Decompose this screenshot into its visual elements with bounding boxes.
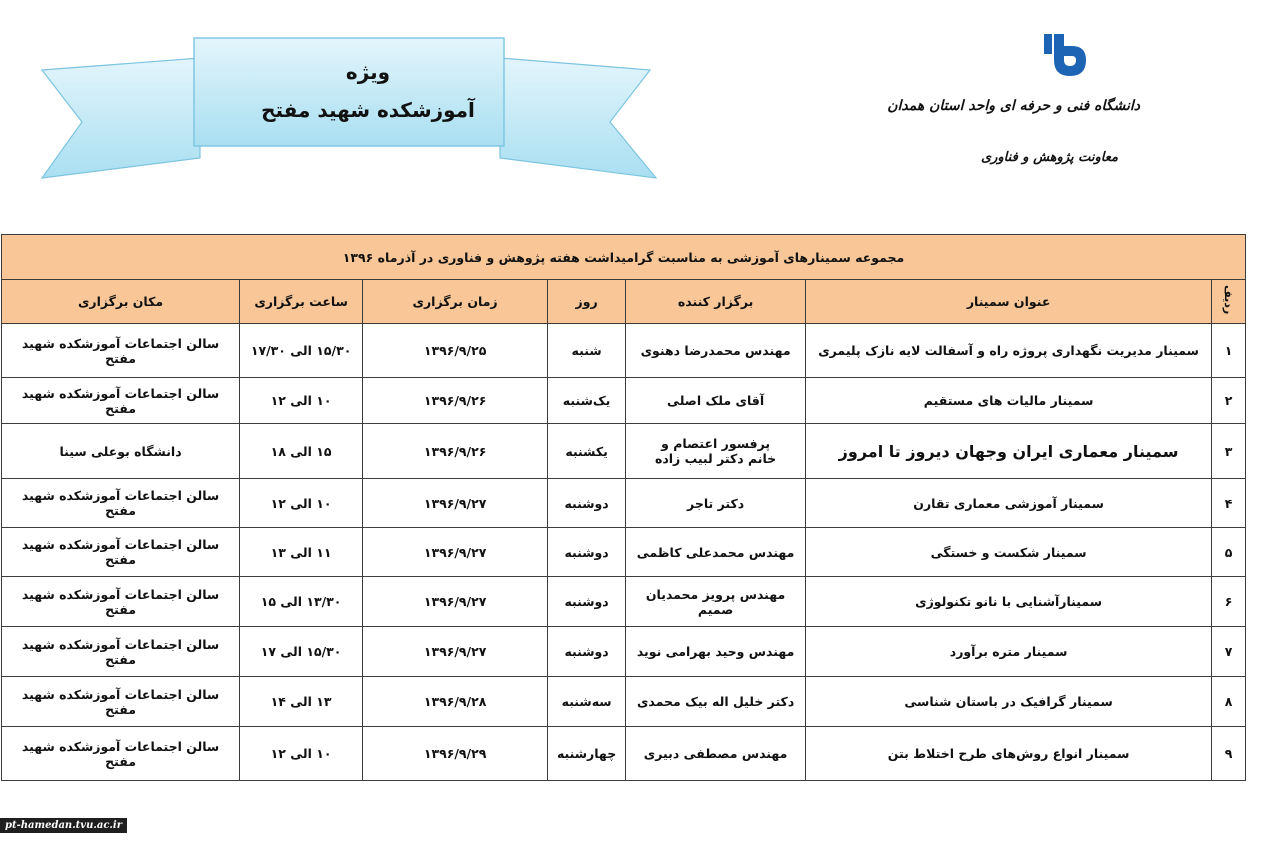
cell-organizer: مهندس پرویز محمدیان صمیم <box>626 577 806 627</box>
cell-time: ۱۰ الی ۱۲ <box>240 479 363 528</box>
cell-place: سالن اجتماعات آموزشکده شهید مفتح <box>2 677 240 727</box>
cell-title: سمینار مدیریت نگهداری پروژه راه و آسفالت لایه نازک پلیمری <box>806 324 1212 378</box>
department-name: معاونت پژوهش و فناوری <box>980 150 1118 165</box>
cell-date: ۱۳۹۶/۹/۲۷ <box>363 528 548 577</box>
cell-place: سالن اجتماعات آموزشکده شهید مفتح <box>2 324 240 378</box>
cell-num: ۲ <box>1212 378 1246 424</box>
cell-organizer: دکتر تاجر <box>626 479 806 528</box>
cell-time: ۱۳/۳۰ الی ۱۵ <box>240 577 363 627</box>
cell-day: سه‌شنبه <box>548 677 626 727</box>
cell-day: چهارشنبه <box>548 727 626 781</box>
cell-title: سمینار گرافیک در باستان شناسی <box>806 677 1212 727</box>
cell-organizer: آقای ملک اصلی <box>626 378 806 424</box>
cell-date: ۱۳۹۶/۹/۲۶ <box>363 378 548 424</box>
university-name: دانشگاه فنی و حرفه ای واحد استان همدان <box>887 98 1140 114</box>
cell-date: ۱۳۹۶/۹/۲۹ <box>363 727 548 781</box>
cell-title: سمینار شکست و خستگی <box>806 528 1212 577</box>
table-title: مجموعه سمینارهای آموزشی به مناسبت گرامیداشت هفته پژوهش و فناوری در آذرماه ۱۳۹۶ <box>2 235 1246 280</box>
cell-time: ۱۰ الی ۱۲ <box>240 727 363 781</box>
cell-organizer: مهندس محمدرضا دهنوی <box>626 324 806 378</box>
cell-place: سالن اجتماعات آموزشکده شهید مفتح <box>2 479 240 528</box>
banner-line-2: آموزشکده شهید مفتح <box>261 98 475 122</box>
cell-date: ۱۳۹۶/۹/۲۶ <box>363 424 548 479</box>
university-logo-icon <box>1040 30 1092 82</box>
cell-num: ۱ <box>1212 324 1246 378</box>
seminar-table <box>1 234 1246 781</box>
cell-time: ۱۵/۳۰ الی ۱۷ <box>240 627 363 677</box>
cell-date: ۱۳۹۶/۹/۲۷ <box>363 577 548 627</box>
cell-place: سالن اجتماعات آموزشکده شهید مفتح <box>2 577 240 627</box>
cell-day: یک‌شنبه <box>548 378 626 424</box>
cell-place: سالن اجتماعات آموزشکده شهید مفتح <box>2 528 240 577</box>
cell-time: ۱۱ الی ۱۳ <box>240 528 363 577</box>
table-row <box>2 677 1246 727</box>
cell-place: سالن اجتماعات آموزشکده شهید مفتح <box>2 627 240 677</box>
cell-day: دوشنبه <box>548 528 626 577</box>
table-row <box>2 577 1246 627</box>
banner-line-1: ویژه <box>345 60 391 84</box>
footer-site-url[interactable]: pt-hamedan.tvu.ac.ir <box>0 818 127 833</box>
cell-place: سالن اجتماعات آموزشکده شهید مفتح <box>2 727 240 781</box>
cell-day: یکشنبه <box>548 424 626 479</box>
cell-day: دوشنبه <box>548 627 626 677</box>
cell-date: ۱۳۹۶/۹/۲۷ <box>363 627 548 677</box>
cell-title: سمینار مالیات های مستقیم <box>806 378 1212 424</box>
cell-date: ۱۳۹۶/۹/۲۷ <box>363 479 548 528</box>
cell-time: ۱۵ الی ۱۸ <box>240 424 363 479</box>
table-row <box>2 479 1246 528</box>
cell-time: ۱۵/۳۰ الی ۱۷/۳۰ <box>240 324 363 378</box>
banner-ribbon <box>38 34 660 186</box>
table-row <box>2 378 1246 424</box>
header-time: ساعت برگزاری <box>240 280 363 324</box>
cell-day: شنبه <box>548 324 626 378</box>
table-row <box>2 528 1246 577</box>
cell-title: سمینارآشنایی با نانو تکنولوژی <box>806 577 1212 627</box>
header-date: زمان برگزاری <box>363 280 548 324</box>
cell-title: سمینار آموزشی معماری تقارن <box>806 479 1212 528</box>
table-row <box>2 424 1246 479</box>
table-row <box>2 627 1246 677</box>
header-title: عنوان سمینار <box>806 280 1212 324</box>
table-row <box>2 324 1246 378</box>
cell-organizer: دکتر خلیل اله بیک محمدی <box>626 677 806 727</box>
cell-day: دوشنبه <box>548 479 626 528</box>
cell-time: ۱۳ الی ۱۴ <box>240 677 363 727</box>
cell-num: ۷ <box>1212 627 1246 677</box>
cell-organizer: مهندس مصطفی دبیری <box>626 727 806 781</box>
cell-title: سمینار انواع روش‌های طرح اختلاط بتن <box>806 727 1212 781</box>
cell-num: ۴ <box>1212 479 1246 528</box>
cell-num: ۶ <box>1212 577 1246 627</box>
cell-date: ۱۳۹۶/۹/۲۸ <box>363 677 548 727</box>
cell-num: ۵ <box>1212 528 1246 577</box>
cell-organizer: مهندس وحید بهرامی نوید <box>626 627 806 677</box>
header-num: ردیف <box>1212 280 1246 324</box>
cell-num: ۸ <box>1212 677 1246 727</box>
cell-place: سالن اجتماعات آموزشکده شهید مفتح <box>2 378 240 424</box>
cell-time: ۱۰ الی ۱۲ <box>240 378 363 424</box>
cell-day: دوشنبه <box>548 577 626 627</box>
header-organizer: برگزار کننده <box>626 280 806 324</box>
cell-title: سمینار متره برآورد <box>806 627 1212 677</box>
cell-place: دانشگاه بوعلی سینا <box>2 424 240 479</box>
cell-organizer: مهندس محمدعلی کاظمی <box>626 528 806 577</box>
cell-num: ۹ <box>1212 727 1246 781</box>
cell-organizer: پرفسور اعتصام و خانم دکتر لبیب زاده <box>626 424 806 479</box>
cell-title: سمینار معماری ایران وجهان دیروز تا امروز <box>806 424 1212 479</box>
cell-num: ۳ <box>1212 424 1246 479</box>
table-row <box>2 727 1246 781</box>
header-day: روز <box>548 280 626 324</box>
cell-date: ۱۳۹۶/۹/۲۵ <box>363 324 548 378</box>
header-place: مکان برگزاری <box>2 280 240 324</box>
